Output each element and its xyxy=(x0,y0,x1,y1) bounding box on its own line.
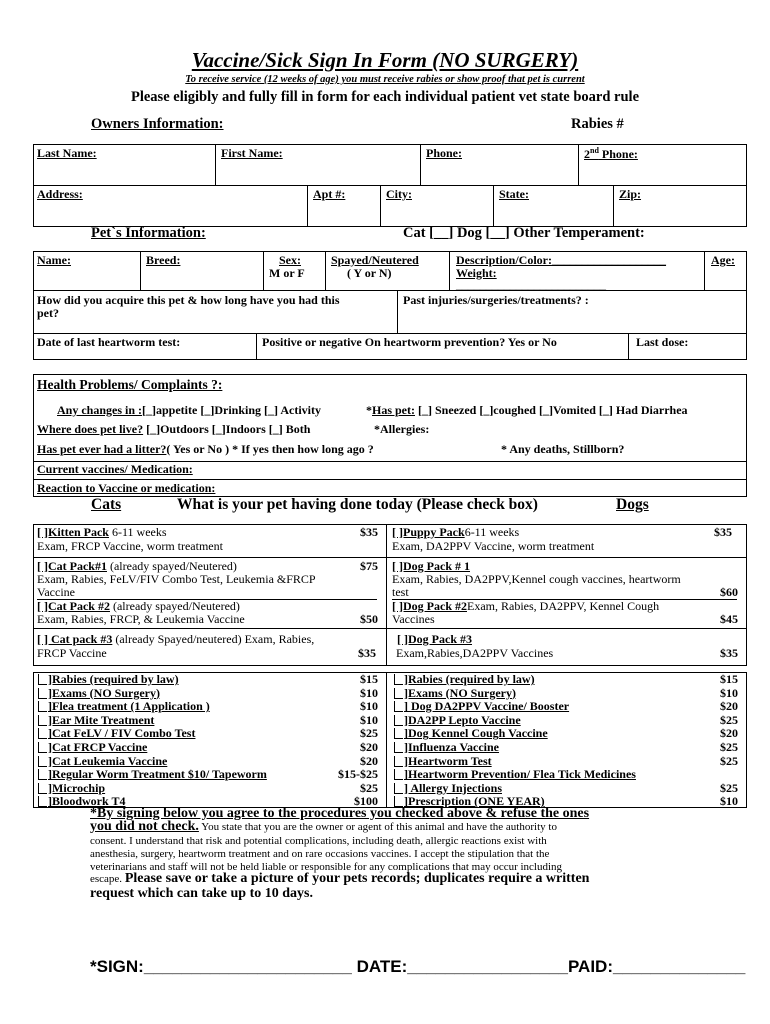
cats-heading: Cats xyxy=(91,496,122,513)
service-label[interactable]: ] Allergy Injections xyxy=(404,780,502,795)
sex-field[interactable]: Sex: xyxy=(279,253,301,267)
allergies-field[interactable]: *Allergies: xyxy=(374,422,430,436)
service-label[interactable]: ]Cat FRCP Vaccine xyxy=(48,740,148,754)
weight-field[interactable]: Weight: xyxy=(456,266,497,280)
has-pet-row[interactable]: *Has pet: [_] Sneezed [_]coughed [_]Vomited [_] Had Diarrhea xyxy=(366,403,688,417)
sex-options[interactable]: M or F xyxy=(269,266,305,280)
service-label[interactable]: ]Regular Worm Treatment $10/ Tapeworm xyxy=(48,767,267,782)
agreement-line-7: request which can take up to 10 days. xyxy=(90,886,313,901)
service-checkbox[interactable] xyxy=(38,783,47,794)
health-heading[interactable]: Health Problems/ Complaints ?: xyxy=(37,377,223,392)
dog-pack-3-desc: Exam,Rabies,DA2PPV Vaccines xyxy=(396,646,554,660)
cat-pack-3-price: $35 xyxy=(358,646,376,660)
service-label[interactable]: ]Bloodwork T4 xyxy=(48,794,126,809)
dog-pack-2-price: $45 xyxy=(720,612,738,626)
service-price: $10 xyxy=(360,699,378,714)
service-checkbox[interactable] xyxy=(38,728,47,739)
service-checkbox[interactable] xyxy=(38,769,47,780)
service-label[interactable]: ]Ear Mite Treatment xyxy=(48,712,155,727)
service-label[interactable]: ]Cat FeLV / FIV Combo Test xyxy=(48,726,196,741)
service-label[interactable]: ]Exams (NO Surgery) xyxy=(404,685,516,700)
puppy-pack-price: $35 xyxy=(714,525,732,539)
service-label[interactable]: ]Flea treatment (1 Application ) xyxy=(48,699,210,714)
spayed-options[interactable]: ( Y or N) xyxy=(347,266,392,280)
services-question: What is your pet having done today (Please check box) xyxy=(177,496,538,513)
dog-pack-1-checkbox[interactable]: [ ]Dog Pack # 1 xyxy=(392,559,470,573)
agreement-line-3: consent. I understand that risk and potential complications, including death, allergic reactions exist with xyxy=(90,835,547,847)
service-checkbox[interactable] xyxy=(394,688,403,699)
form-subtitle: To receive service (12 weeks of age) you must receive rabies or show proof that pet is current xyxy=(185,74,585,85)
cat-pack-1-checkbox[interactable]: [ ]Cat Pack#1 (already spayed/Neutered) xyxy=(37,559,237,573)
form-instruction: Please eligibly and fully fill in form for each individual patient vet state board rule xyxy=(130,89,640,105)
state-field[interactable]: State: xyxy=(499,187,529,201)
service-price: $10 xyxy=(720,794,738,809)
agreement-line-4: anesthesia, surgery, heartworm treatment and on rare occasions vaccines. I accept the stipulation that the xyxy=(90,848,550,860)
heartworm-prevention-field[interactable]: Positive or negative On heartworm prevention? Yes or No xyxy=(262,335,557,349)
dog-pack-1-desc: Exam, Rabies, DA2PPV,Kennel cough vaccines, heartworm xyxy=(392,572,681,586)
service-label[interactable]: ]Rabies (required by law) xyxy=(404,672,535,686)
litter-row[interactable]: Has pet ever had a litter?( Yes or No ) * If yes then how long ago ? xyxy=(37,442,374,456)
cat-pack-2-price: $50 xyxy=(360,612,378,626)
service-checkbox[interactable] xyxy=(394,674,403,685)
service-checkbox[interactable] xyxy=(38,796,47,807)
service-checkbox[interactable] xyxy=(38,756,47,767)
service-label[interactable]: ]Cat Leukemia Vaccine xyxy=(48,753,168,768)
last-name-field[interactable]: Last Name: xyxy=(37,146,97,160)
past-injuries-field[interactable]: Past injuries/surgeries/treatments? : xyxy=(403,293,589,307)
weight-line[interactable]: _________________________ xyxy=(456,278,606,292)
service-label[interactable]: ]Prescription (ONE YEAR) xyxy=(404,794,545,809)
description-field[interactable]: Description/Color:___________________ xyxy=(456,253,666,267)
service-label[interactable]: ]Rabies (required by law) xyxy=(48,672,179,686)
dog-pack-2-desc: Vaccines xyxy=(392,612,435,626)
service-price: $25 xyxy=(720,712,738,727)
heartworm-test-field[interactable]: Date of last heartworm test: xyxy=(37,335,181,349)
cat-pack-1-price: $75 xyxy=(360,559,378,573)
breed-field[interactable]: Breed: xyxy=(146,253,181,267)
cat-pack-2-desc: Exam, Rabies, FRCP, & Leukemia Vaccine xyxy=(37,612,245,626)
cat-pack-1-desc-cont: Vaccine xyxy=(37,585,75,599)
agreement-line-1: *By signing below you agree to the procedures you checked above & refuse the ones xyxy=(90,806,590,821)
reaction-field[interactable]: Reaction to Vaccine or medication: xyxy=(37,481,216,495)
service-checkbox[interactable] xyxy=(38,701,47,712)
service-price: $25 xyxy=(360,780,378,795)
acquire-question[interactable]: How did you acquire this pet & how long have you had this xyxy=(37,293,340,307)
deaths-field[interactable]: * Any deaths, Stillborn? xyxy=(501,442,625,456)
phone-field[interactable]: Phone: xyxy=(426,146,462,160)
kitten-pack-checkbox[interactable]: [ ]Kitten Pack 6-11 weeks xyxy=(37,525,167,539)
first-name-field[interactable]: First Name: xyxy=(221,146,283,160)
service-label[interactable]: ]Microchip xyxy=(48,780,106,795)
spayed-field[interactable]: Spayed/Neutered xyxy=(331,253,419,267)
last-dose-field[interactable]: Last dose: xyxy=(636,335,689,349)
service-price: $25 xyxy=(720,780,738,795)
service-checkbox[interactable] xyxy=(38,742,47,753)
service-checkbox[interactable] xyxy=(394,783,403,794)
apt-field[interactable]: Apt #: xyxy=(313,187,346,201)
service-price: $25 xyxy=(720,753,738,768)
rabies-label[interactable]: Rabies # xyxy=(571,116,624,132)
service-checkbox[interactable] xyxy=(394,701,403,712)
dog-pack-1-desc-cont: test xyxy=(392,585,409,599)
address-field[interactable]: Address: xyxy=(37,187,83,201)
vaccines-field[interactable]: Current vaccines/ Medication: xyxy=(37,462,193,476)
service-label[interactable]: ] Dog DA2PPV Vaccine/ Booster xyxy=(404,699,570,714)
signature-line[interactable]: *SIGN:______________________ DATE:_________________PAID:______________ xyxy=(90,957,746,976)
agreement-line-2: you did not check. You state that you are the owner or agent of this animal and have the authority to xyxy=(90,819,557,834)
cat-pack-2-checkbox[interactable]: [ ]Cat Pack #2 (already spayed/Neutered) xyxy=(37,599,240,613)
service-label[interactable]: ]Heartworm Test xyxy=(404,753,492,768)
service-price: $10 xyxy=(360,712,378,727)
service-price: $10 xyxy=(720,685,738,700)
form-title: Vaccine/Sick Sign In Form (NO SURGERY) xyxy=(191,48,579,72)
service-price: $15-$25 xyxy=(338,767,378,782)
puppy-pack-checkbox[interactable]: [ ]Puppy Pack6-11 weeks xyxy=(392,525,520,539)
service-label[interactable]: ]Influenza Vaccine xyxy=(404,740,500,754)
changes-row[interactable]: Any changes in :[_]appetite [_]Drinking [_] Activity xyxy=(57,403,321,417)
pet-heading: Pet`s Information: xyxy=(91,225,206,241)
acquire-question-cont: pet? xyxy=(37,306,59,320)
dogs-heading: Dogs xyxy=(616,496,649,513)
service-price: $10 xyxy=(360,685,378,700)
pet-name-field[interactable]: Name: xyxy=(37,253,71,267)
agreement-line-6: escape. Please save or take a picture of your pets records; duplicates require a written xyxy=(90,871,590,886)
service-checkbox[interactable] xyxy=(394,728,403,739)
service-checkbox[interactable] xyxy=(394,769,403,780)
kitten-pack-desc: Exam, FRCP Vaccine, worm treatment xyxy=(37,539,223,553)
zip-field[interactable]: Zip: xyxy=(619,187,642,201)
dog-pack-2-checkbox[interactable]: [ ]Dog Pack #2Exam, Rabies, DA2PPV, Kennel Cough xyxy=(392,599,660,613)
city-field[interactable]: City: xyxy=(386,187,412,201)
service-checkbox[interactable] xyxy=(38,715,47,726)
service-price: $20 xyxy=(360,740,378,754)
cat-pack-1-desc: Exam, Rabies, FeLV/FIV Combo Test, Leukemia &FRCP xyxy=(37,572,316,586)
service-label[interactable]: ]Heartworm Prevention/ Flea Tick Medicines xyxy=(404,767,636,782)
service-price: $20 xyxy=(720,726,738,741)
service-checkbox[interactable] xyxy=(394,742,403,753)
service-price: $15 xyxy=(360,672,378,686)
service-price: $20 xyxy=(360,753,378,768)
species-selector[interactable]: Cat [__] Dog [__] Other Temperament: xyxy=(403,225,645,241)
dog-pack-1-price: $60 xyxy=(720,585,738,599)
owners-heading: Owners Information: xyxy=(91,116,224,132)
lives-row[interactable]: Where does pet live? [_]Outdoors [_]Indoors [_] Both xyxy=(37,422,311,436)
service-price: $25 xyxy=(360,726,378,741)
kitten-pack-price: $35 xyxy=(360,525,378,539)
cat-pack-3-desc: FRCP Vaccine xyxy=(37,646,107,660)
service-checkbox[interactable] xyxy=(394,715,403,726)
agreement-line-5: veterinarians and staff will not be held liable or responsible for any complications that may occur including xyxy=(90,861,563,873)
service-checkbox[interactable] xyxy=(38,688,47,699)
service-price: $100 xyxy=(354,794,378,809)
service-label[interactable]: ]Dog Kennel Cough Vaccine xyxy=(404,726,548,741)
phone2-field[interactable]: 2nd Phone: xyxy=(584,146,638,161)
service-price: $20 xyxy=(720,699,738,714)
service-price: $15 xyxy=(720,672,738,686)
service-label[interactable]: ]DA2PP Lepto Vaccine xyxy=(404,712,521,727)
service-checkbox[interactable] xyxy=(394,756,403,767)
puppy-pack-desc: Exam, DA2PPV Vaccine, worm treatment xyxy=(392,539,595,553)
age-field[interactable]: Age: xyxy=(711,253,735,267)
dog-pack-3-checkbox[interactable]: [ ]Dog Pack #3 xyxy=(397,632,472,646)
cat-pack-3-checkbox[interactable]: [ ] Cat pack #3 (already Spayed/neutered) Exam, Rabies, xyxy=(37,632,315,646)
service-price: $25 xyxy=(720,740,738,754)
dog-pack-3-price: $35 xyxy=(720,646,738,660)
service-label[interactable]: ]Exams (NO Surgery) xyxy=(48,685,160,700)
service-checkbox[interactable] xyxy=(38,674,47,685)
